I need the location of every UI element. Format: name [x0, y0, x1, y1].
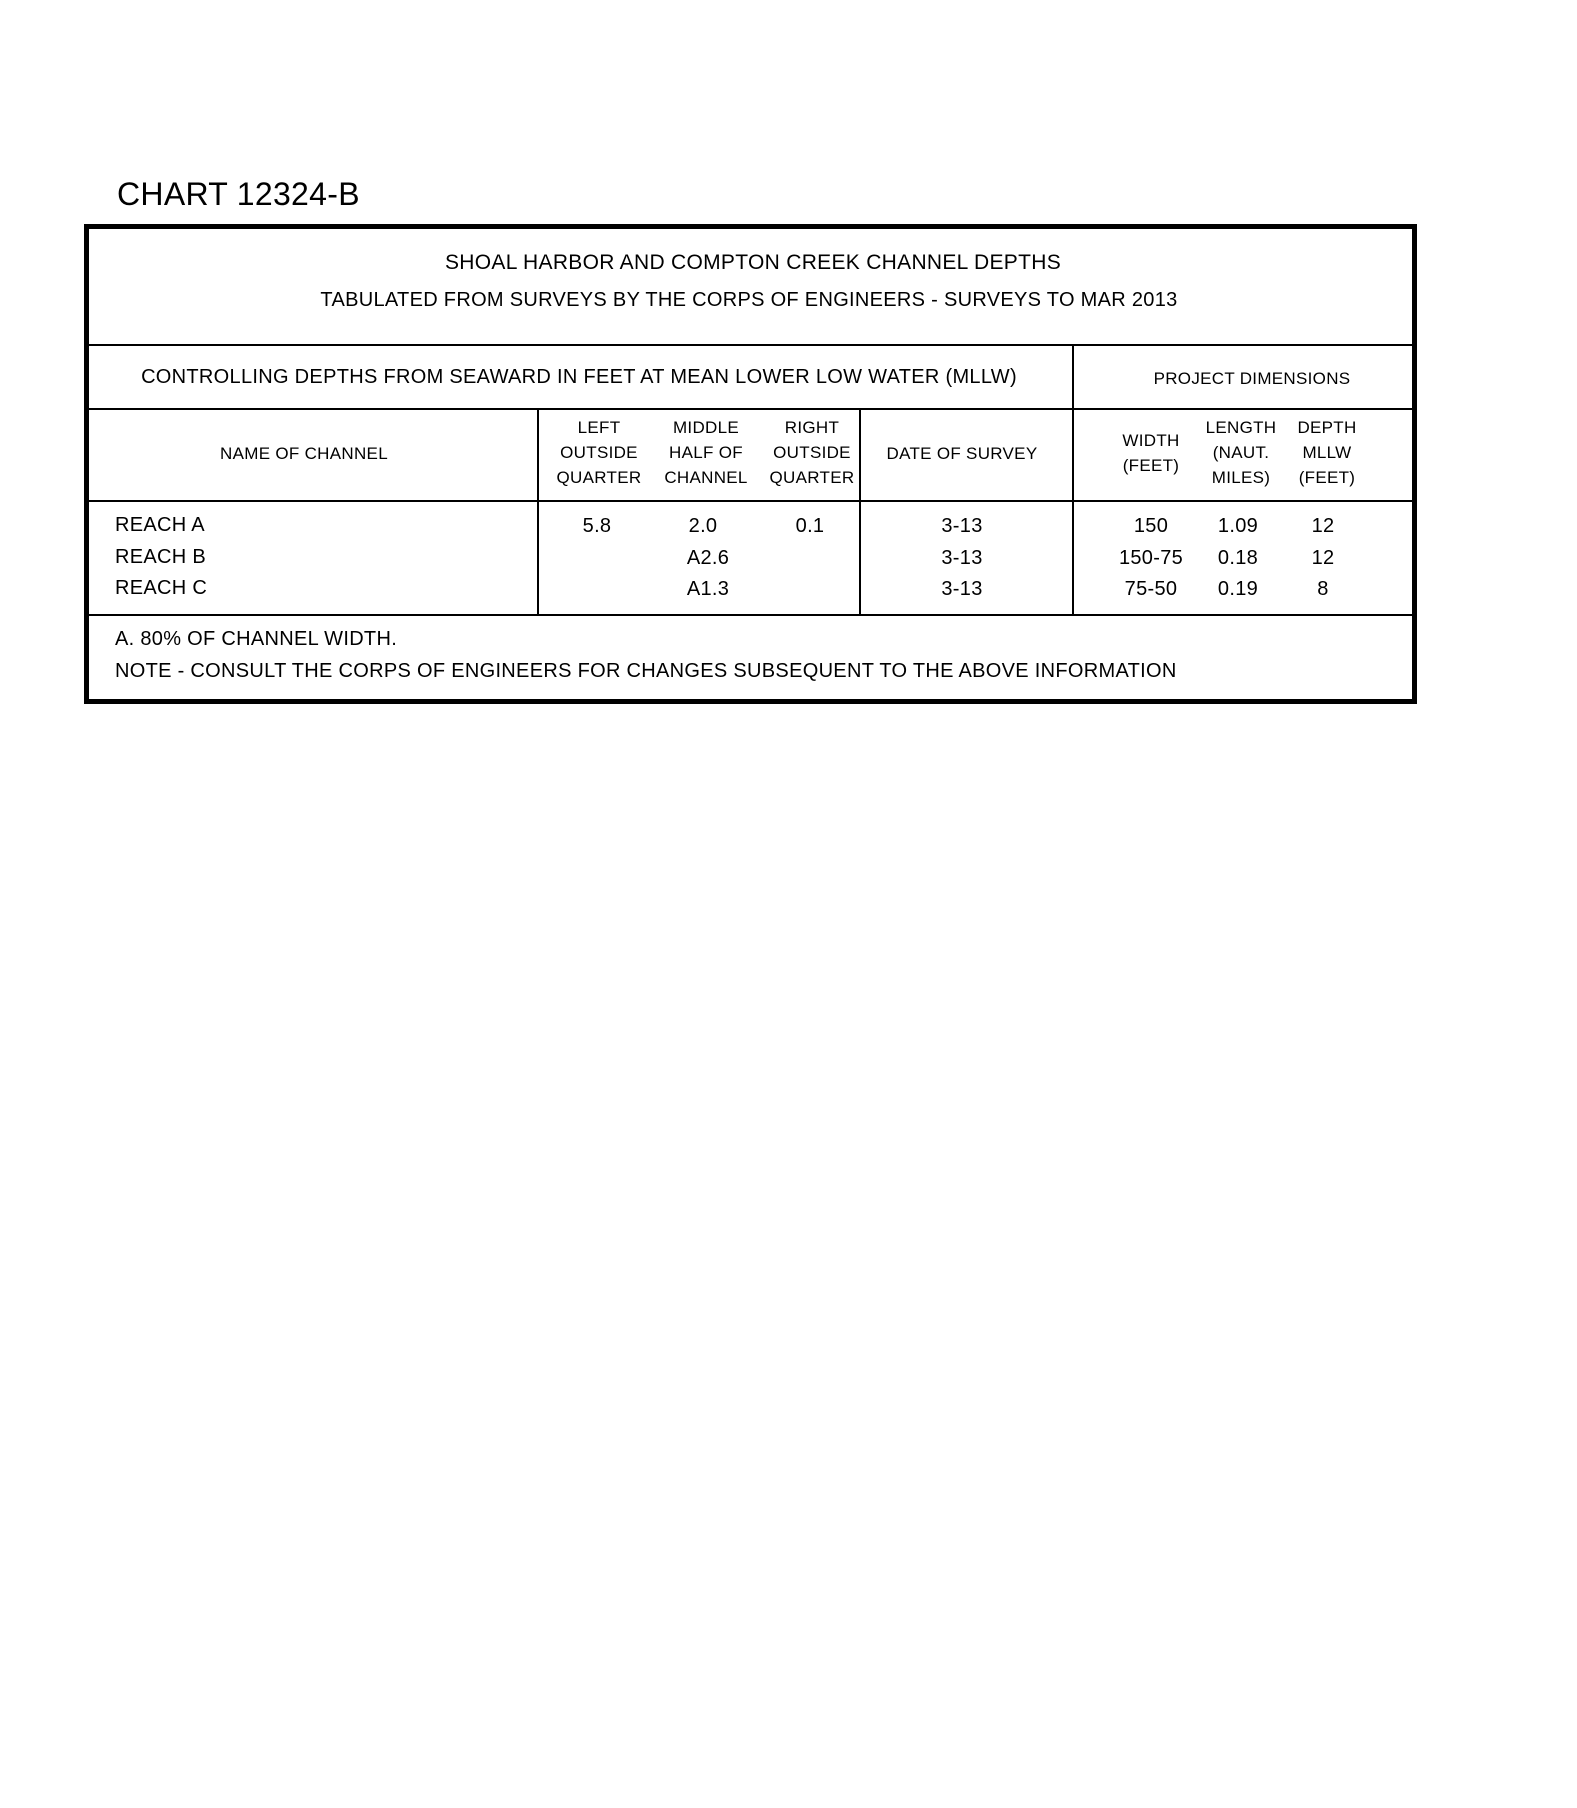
row-survey-date: 3-13	[941, 578, 983, 600]
row-name: REACH C	[115, 577, 208, 599]
rule-date-divider	[859, 408, 861, 616]
footnote-a: A. 80% OF CHANNEL WIDTH.	[115, 628, 398, 650]
rule-below-headers	[89, 500, 1412, 502]
row-length: 1.09	[1217, 515, 1259, 537]
row-middle-depth: A2.6	[686, 547, 730, 569]
row-depth: 8	[1317, 578, 1329, 600]
chart-label: CHART 12324-B	[117, 176, 360, 212]
header-name-of-channel: NAME OF CHANNEL	[220, 444, 388, 463]
header-width: WIDTH (FEET)	[1122, 431, 1180, 475]
rule-below-title	[89, 344, 1412, 346]
row-width: 150-75	[1118, 547, 1184, 569]
rule-below-section	[89, 408, 1412, 410]
row-name: REACH A	[115, 514, 205, 536]
consult-note: NOTE - CONSULT THE CORPS OF ENGINEERS FOR CHANGES SUBSEQUENT TO THE ABOVE INFORMATION	[115, 660, 1177, 682]
row-survey-date: 3-13	[941, 515, 983, 537]
section-project-dimensions: PROJECT DIMENSIONS	[1153, 369, 1351, 388]
rule-project-divider	[1072, 344, 1074, 616]
row-depth: 12	[1311, 547, 1335, 569]
row-length: 0.19	[1217, 578, 1259, 600]
rule-name-divider	[537, 408, 539, 616]
row-depth: 12	[1311, 515, 1335, 537]
section-controlling-depths: CONTROLLING DEPTHS FROM SEAWARD IN FEET AT MEAN LOWER LOW WATER (MLLW)	[141, 366, 1017, 388]
header-depth: DEPTH MLLW (FEET)	[1297, 418, 1357, 487]
row-width: 150	[1133, 515, 1169, 537]
table-subtitle: TABULATED FROM SURVEYS BY THE CORPS OF ENGINEERS - SURVEYS TO MAR 2013	[320, 289, 1178, 311]
row-survey-date: 3-13	[941, 547, 983, 569]
row-right-depth: 0.1	[795, 515, 825, 537]
row-left-depth: 5.8	[582, 515, 612, 537]
row-middle-depth: 2.0	[688, 515, 718, 537]
row-width: 75-50	[1124, 578, 1178, 600]
row-middle-depth: A1.3	[686, 578, 730, 600]
rule-below-rows	[89, 614, 1412, 616]
header-length: LENGTH (NAUT. MILES)	[1205, 418, 1277, 487]
header-left-outside-quarter: LEFT OUTSIDE QUARTER	[556, 418, 642, 487]
header-date-of-survey: DATE OF SURVEY	[886, 444, 1038, 463]
header-middle-half: MIDDLE HALF OF CHANNEL	[664, 418, 748, 487]
row-name: REACH B	[115, 546, 207, 568]
header-right-outside-quarter: RIGHT OUTSIDE QUARTER	[769, 418, 855, 487]
channel-depths-table	[84, 224, 1417, 704]
row-length: 0.18	[1217, 547, 1259, 569]
table-title: SHOAL HARBOR AND COMPTON CREEK CHANNEL DEPTHS	[445, 251, 1061, 274]
